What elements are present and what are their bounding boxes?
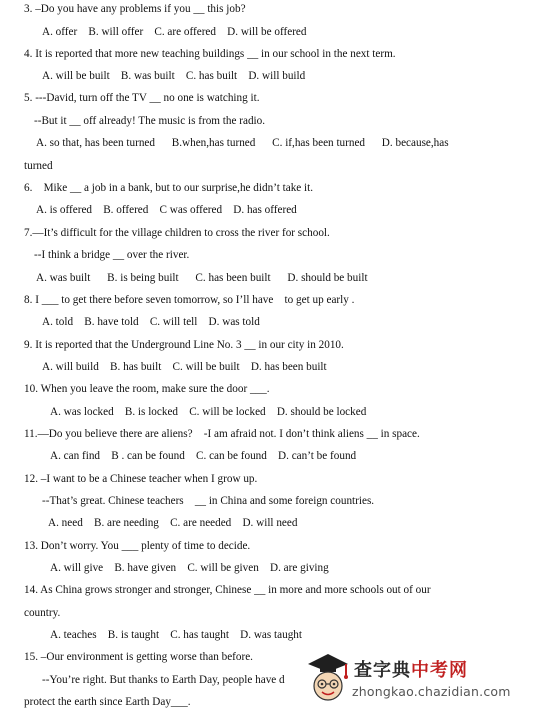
question-10-options: A. was locked B. is locked C. will be locked D. should be locked [50,406,367,418]
question-6: 6. Mike __ a job in a bank, but to our surprise,he didn’t take it. [24,182,314,194]
question-5-options-wrap: turned [24,160,53,172]
question-6-options: A. is offered B. offered C was offered D. has offered [36,204,297,216]
question-12-reply: --That’s great. Chinese teachers __ in China and some foreign countries. [42,495,375,507]
question-9: 9. It is reported that the Underground Line No. 3 __ in our city in 2010. [24,339,344,351]
watermark-brand-right: 中考网 [411,660,468,681]
question-5-reply: --But it __ off already! The music is from the radio. [34,115,266,127]
question-3-options: A. offer B. will offer C. are offered D. will be offered [42,26,307,38]
question-5: 5. ---David, turn off the TV __ no one is watching it. [24,92,260,104]
question-11: 11.—Do you believe there are aliens? -I am afraid not. I don’t think aliens __ in space. [24,428,420,440]
question-5-options: A. so that, has been turned B.when,has turned C. if,has been turned D. because,has [36,137,449,149]
watermark-url: zhongkao.chazidian.com [352,684,511,699]
question-8: 8. I ___ to get there before seven tomorrow, so I’ll have to get up early . [24,294,355,306]
scholar-mascot-icon [302,650,352,708]
question-11-options: A. can find B . can be found C. can be found D. can’t be found [50,450,357,462]
question-15-reply: --You’re right. But thanks to Earth Day, people have d [42,674,285,686]
question-3: 3. –Do you have any problems if you __ this job? [24,3,246,15]
question-4: 4. It is reported that more new teaching buildings __ in our school in the next term. [24,48,396,60]
question-7-reply: --I think a bridge __ over the river. [34,249,190,261]
question-12: 12. –I want to be a Chinese teacher when I grow up. [24,473,258,485]
watermark-brand-left: 查字典 [354,660,411,681]
question-9-options: A. will build B. has built C. will be built D. has been built [42,361,327,373]
watermark-brand [354,656,468,682]
watermark [302,650,532,712]
question-15-wrap: protect the earth since Earth Day___. [24,696,191,708]
question-13-options: A. will give B. have given C. will be given D. are giving [50,562,329,574]
question-4-options: A. will be built B. was built C. has built D. will build [42,70,306,82]
question-12-options: A. need B. are needing C. are needed D. will need [48,517,298,529]
question-8-options: A. told B. have told C. will tell D. was told [42,316,260,328]
question-14: 14. As China grows stronger and stronger, Chinese __ in more and more schools out of our [24,584,431,596]
question-14-wrap: country. [24,607,61,619]
question-15: 15. –Our environment is getting worse than before. [24,651,253,663]
question-10: 10. When you leave the room, make sure the door ___. [24,383,270,395]
question-7: 7.—It’s difficult for the village children to cross the river for school. [24,227,330,239]
question-7-options: A. was built B. is being built C. has been built D. should be built [36,272,368,284]
question-14-options: A. teaches B. is taught C. has taught D. was taught [50,629,302,641]
question-13: 13. Don’t worry. You ___ plenty of time to decide. [24,540,251,552]
